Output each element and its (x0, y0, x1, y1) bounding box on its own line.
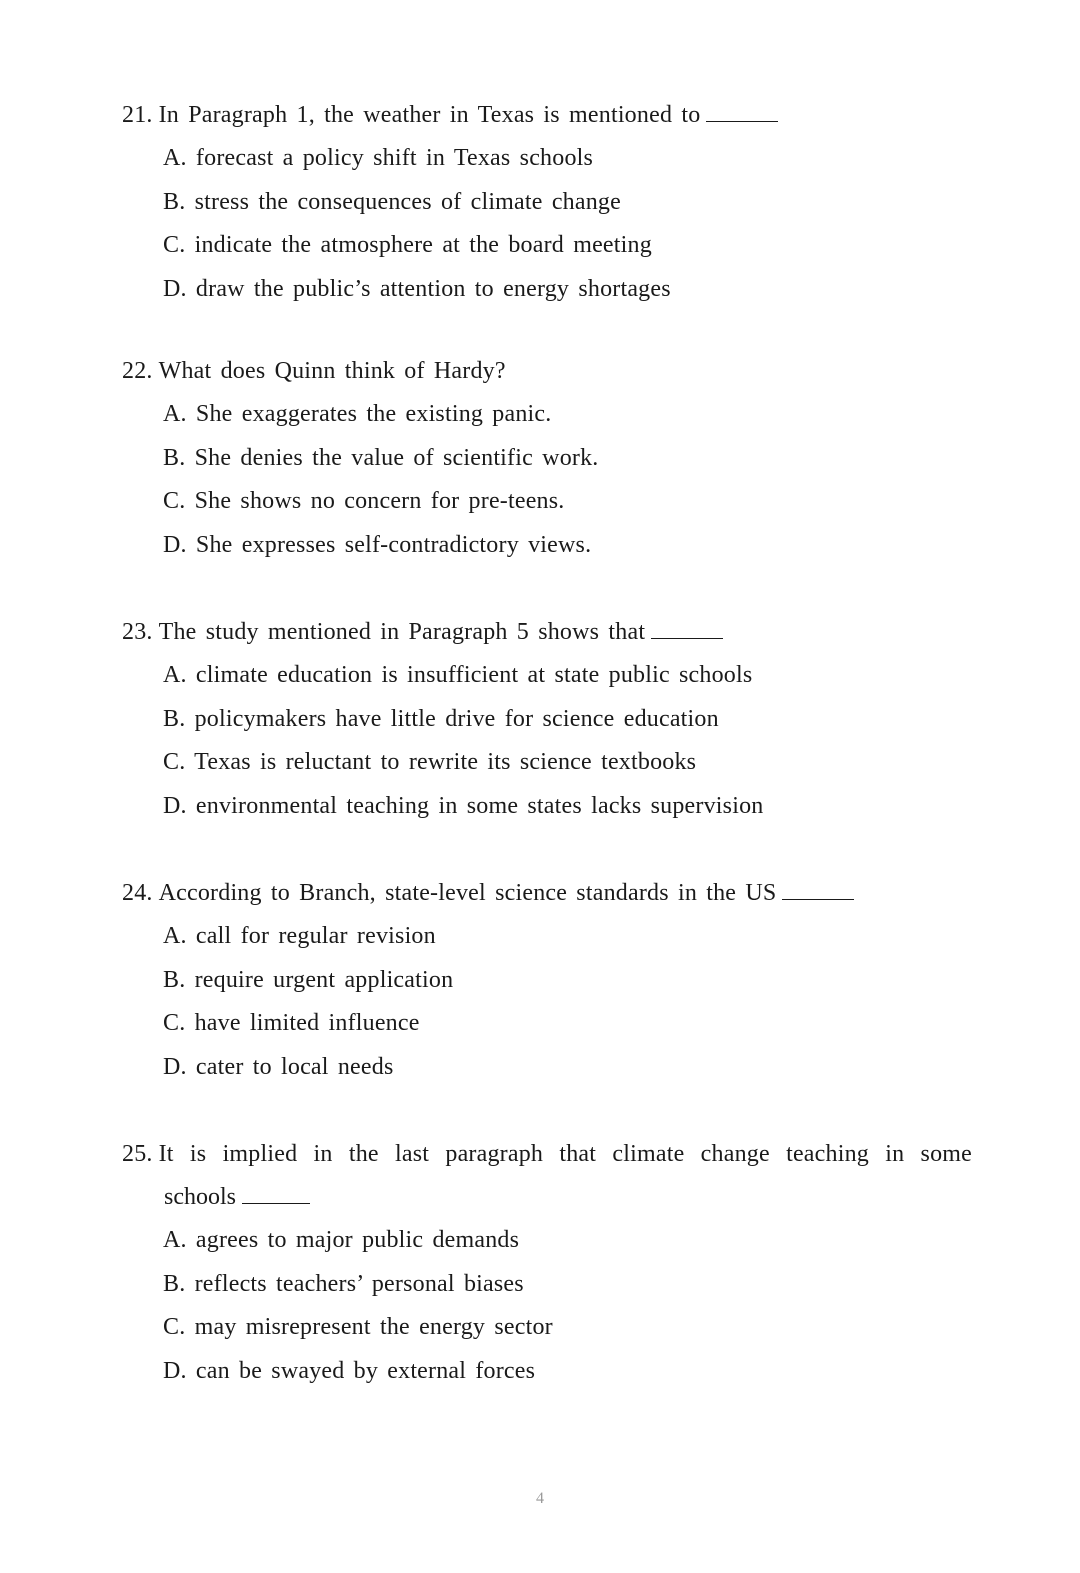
option-c: C. She shows no concern for pre-teens. (163, 488, 565, 514)
option-b: B. She denies the value of scientific work. (163, 444, 599, 471)
option-c: C. indicate the atmosphere at the board meeting (163, 232, 652, 258)
question-23 (122, 611, 972, 828)
option-d: D. cater to local needs (163, 1053, 394, 1080)
option-d: D. draw the public’s attention to energy shortages (163, 275, 671, 302)
option-d: D. She expresses self-contradictory views. (163, 531, 592, 558)
question-number: 22. (122, 358, 153, 384)
question-stem (122, 1133, 972, 1176)
option-d: D. can be swayed by external forces (163, 1357, 536, 1384)
question-text: The study mentioned in Paragraph 5 shows that (158, 619, 646, 645)
question-24 (122, 872, 972, 1089)
question-stem (122, 94, 972, 137)
question-stem (122, 350, 972, 393)
option-b: B. require urgent application (163, 966, 454, 993)
option-b: B. policymakers have little drive for science education (163, 705, 719, 732)
question-22 (122, 350, 972, 567)
answer-blank (782, 879, 854, 900)
option-a: A. She exaggerates the existing panic. (163, 401, 552, 427)
question-text: In Paragraph 1, the weather in Texas is mentioned to (158, 102, 701, 128)
option-a: A. agrees to major public demands (163, 1227, 520, 1253)
option-list (122, 654, 972, 828)
question-text: What does Quinn think of Hardy? (158, 358, 506, 384)
question-number: 23. (122, 619, 153, 645)
question-number: 24. (122, 880, 153, 906)
page-number: 4 (536, 1490, 544, 1507)
question-25 (122, 1133, 972, 1393)
option-c: C. may misrepresent the energy sector (163, 1314, 553, 1340)
option-list (122, 393, 972, 567)
question-stem (122, 872, 972, 915)
option-list (122, 137, 972, 311)
question-stem-continued (122, 1176, 972, 1219)
option-c: C. Texas is reluctant to rewrite its science textbooks (163, 749, 697, 775)
answer-blank (242, 1183, 310, 1204)
question-text-continued: schools (164, 1184, 236, 1210)
option-a: A. forecast a policy shift in Texas schools (163, 145, 594, 171)
option-d: D. environmental teaching in some states lacks supervision (163, 792, 764, 819)
option-a: A. climate education is insufficient at state public schools (163, 662, 753, 688)
option-b: B. reflects teachers’ personal biases (163, 1270, 524, 1297)
question-text: It is implied in the last paragraph that climate change teaching in some (158, 1141, 972, 1167)
option-c: C. have limited influence (163, 1010, 420, 1036)
answer-blank (706, 101, 778, 122)
question-number: 25. (122, 1141, 153, 1167)
question-text: According to Branch, state-level science standards in the US (158, 880, 777, 906)
option-list (122, 1219, 972, 1393)
answer-blank (651, 618, 723, 639)
option-list (122, 915, 972, 1089)
question-stem (122, 611, 972, 654)
option-a: A. call for regular revision (163, 923, 436, 949)
question-21 (122, 94, 972, 311)
question-number: 21. (122, 102, 153, 128)
option-b: B. stress the consequences of climate change (163, 188, 621, 215)
